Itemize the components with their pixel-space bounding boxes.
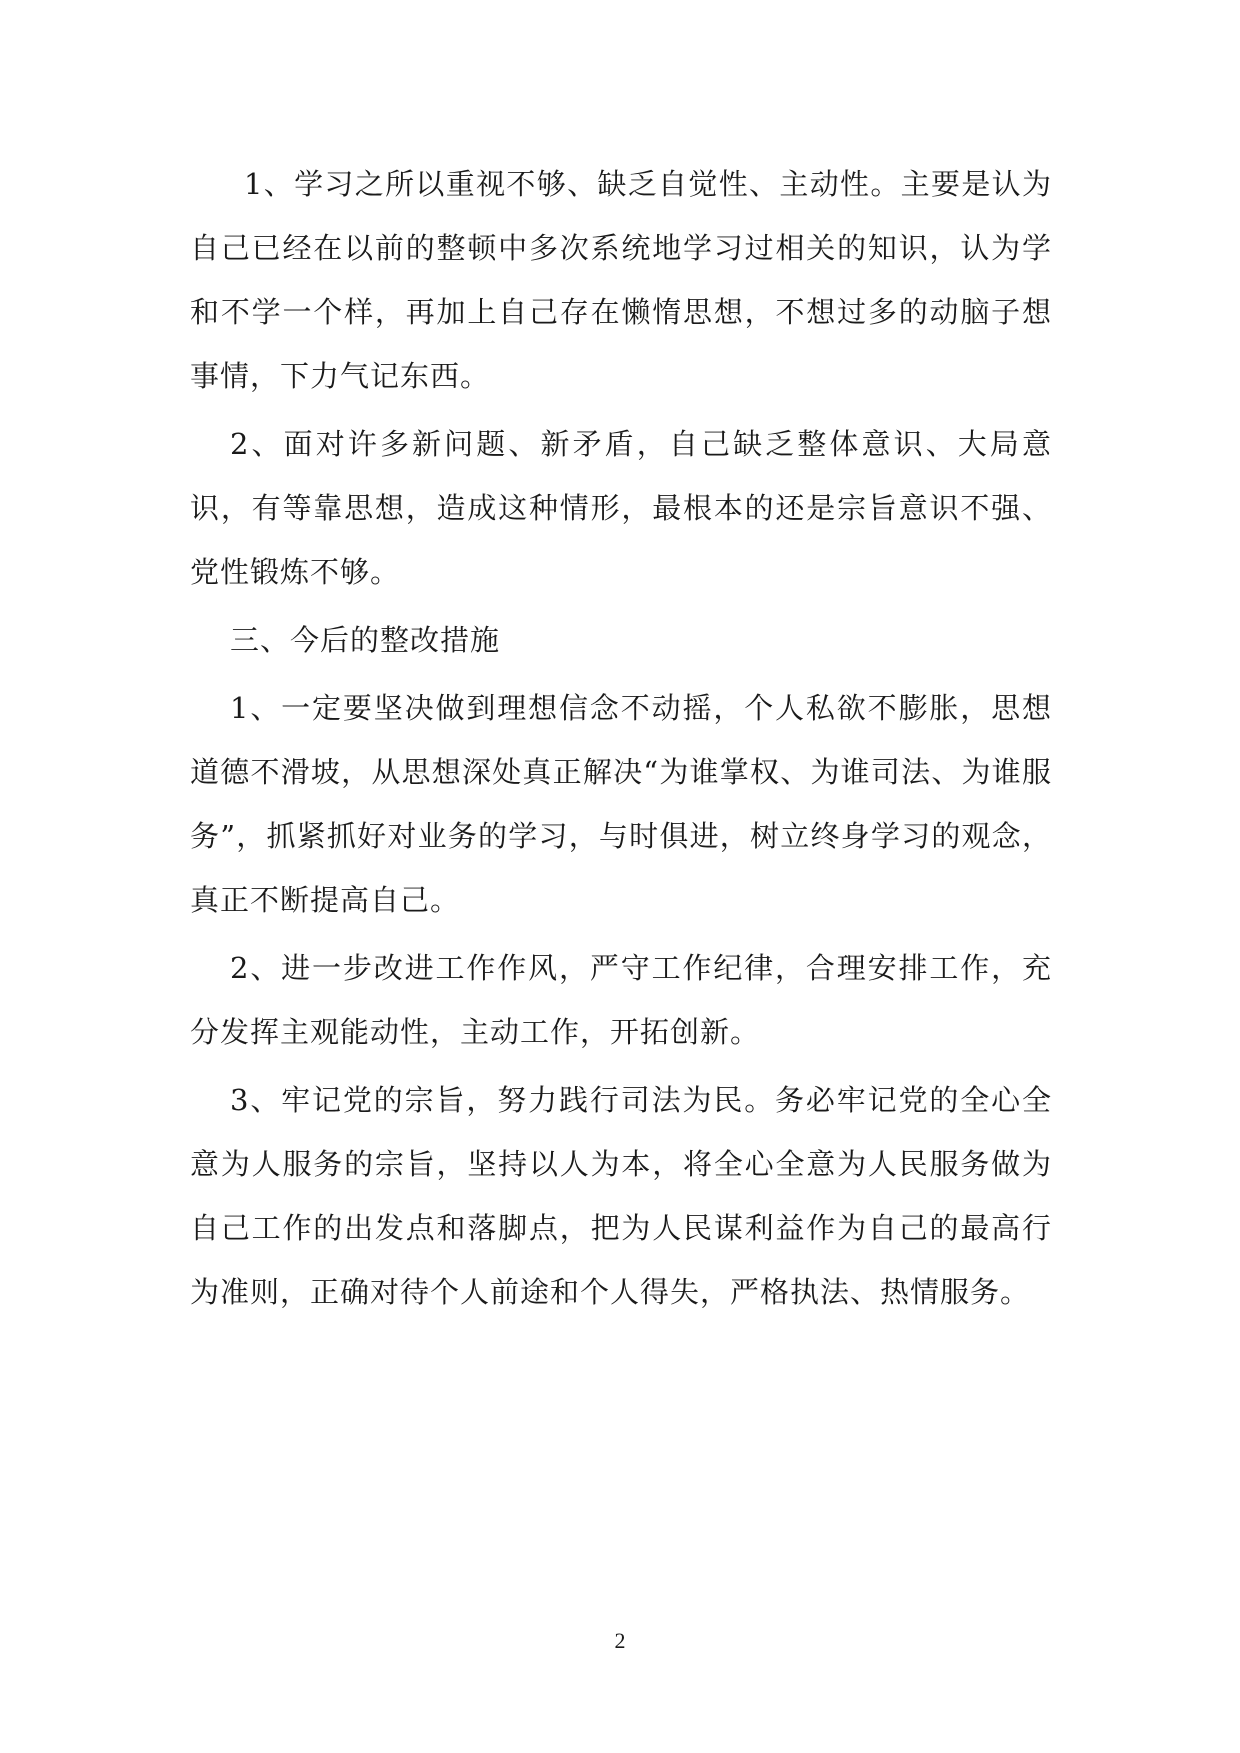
paragraph-ideals-beliefs: 1、一定要坚决做到理想信念不动摇，个人私欲不膨胀，思想道德不滑坡，从思想深处真正解决“为谁掌权、为谁司法、为谁服务”，抓紧抓好对业务的学习，与时俱进，树立终身学习的观念，真正不断提高自己。 xyxy=(190,691,1052,917)
paragraph-new-problems: 2、面对许多新问题、新矛盾，自己缺乏整体意识、大局意识，有等靠思想，造成这种情形，最根本的还是宗旨意识不强、党性锻炼不够。 xyxy=(190,427,1052,589)
section-heading-rectification: 三、今后的整改措施 xyxy=(230,623,501,657)
paragraph-work-style: 2、进一步改进工作作风，严守工作纪律，合理安排工作，充分发挥主观能动性，主动工作，开拓创新。 xyxy=(190,951,1052,1049)
body-text xyxy=(190,152,1052,1328)
paragraph-party-purpose: 3、牢记党的宗旨，努力践行司法为民。务必牢记党的全心全意为人服务的宗旨，坚持以人为本，将全心全意为人民服务做为自己工作的出发点和落脚点，把为人民谋利益作为自己的最高行为准则，正确对待个人前途和个人得失，严格执法、热情服务。 xyxy=(190,1083,1052,1309)
page-number: 2 xyxy=(614,1628,626,1653)
paragraph-learning-reason: 1、学习之所以重视不够、缺乏自觉性、主动性。主要是认为自己已经在以前的整顿中多次系统地学习过相关的知识，认为学和不学一个样，再加上自己存在懒惰思想，不想过多的动脑子想事情，下力气记东西。 xyxy=(190,167,1052,393)
